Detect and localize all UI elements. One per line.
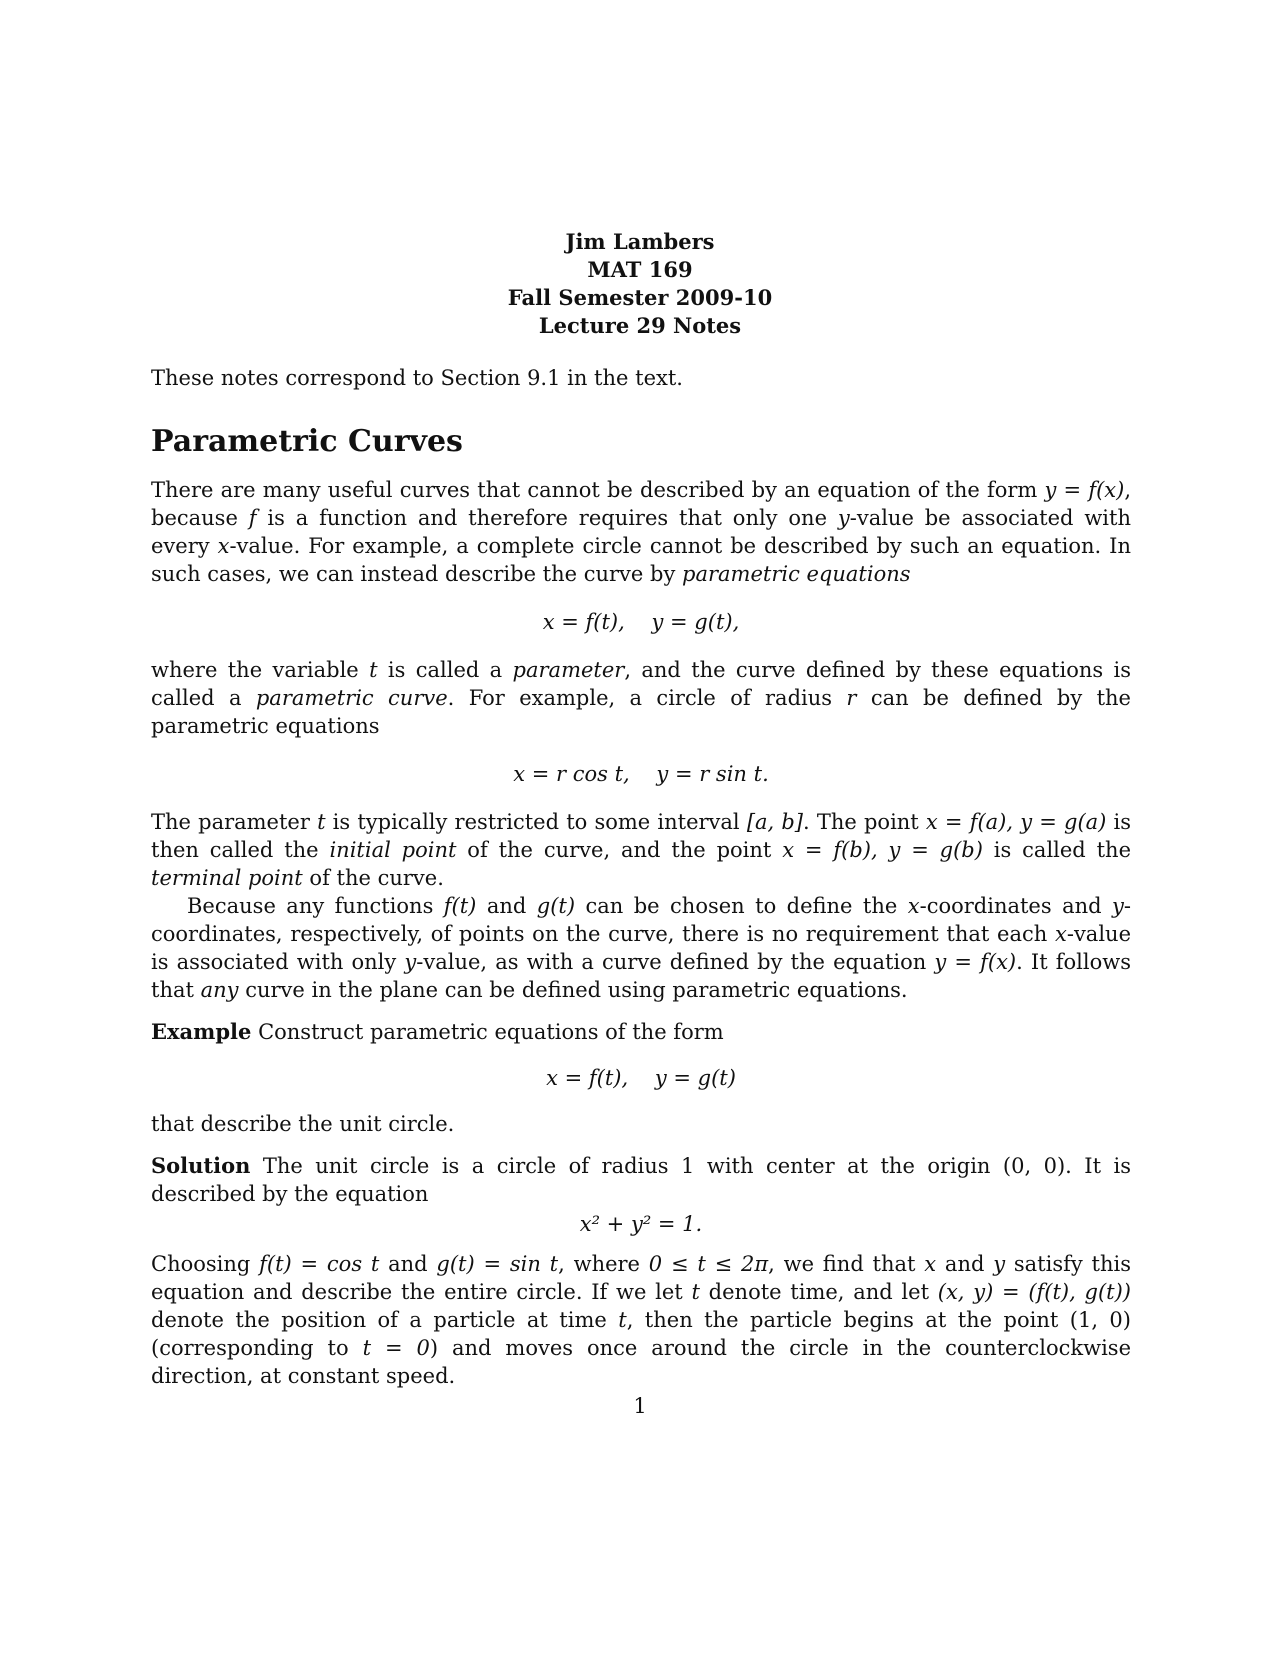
example-statement: Example Construct parametric equations of the form xyxy=(151,1019,724,1044)
semester: Fall Semester 2009-10 xyxy=(507,285,773,310)
section-title: Parametric Curves xyxy=(151,424,463,459)
equation-2: x = r cos t, y = r sin t. xyxy=(513,762,769,786)
document-header xyxy=(0,228,1280,340)
paragraph-6: Choosing f(t) = cos t and g(t) = sin t, where 0 ≤ t ≤ 2π, we find that x and y satisfy this equation and describe the entire circle. If we let t denote time, and let (x, y) = (f(t), g(t)) denote the position of a particle at time t, then the particle begins at the point (1, 0) (corresponding to t = 0) and moves once around the circle in the counterclockwise direction, at constant speed. xyxy=(151,1252,1131,1388)
lecture-title: Lecture 29 Notes xyxy=(538,313,742,338)
equation-4: x² + y² = 1. xyxy=(579,1212,703,1236)
paragraph-1: There are many useful curves that cannot be described by an equation of the form y = f(x), because f is a function and therefore requires that only one y-value be associated with every x-value. For example, a complete circle cannot be described by such an equation. In such cases, we can instead describe the curve by parametric equations xyxy=(151,478,1132,586)
paragraph-4: Because any functions f(t) and g(t) can be chosen to define the x-coordinates and y-coordinates, respectively, of points on the curve, there is no requirement that each x-value is associated with only y-value, as with a curve defined by the equation y = f(x). It follows that any curve in the plane can be defined using parametric equations. xyxy=(151,894,1132,1002)
paragraph-2: where the variable t is called a parameter, and the curve defined by these equations is called a parametric curve. For example, a circle of radius r can be defined by the parametric equations xyxy=(151,658,1131,738)
intro-text: These notes correspond to Section 9.1 in the text. xyxy=(151,366,683,390)
page-number: 1 xyxy=(633,1394,647,1418)
paragraph-5: that describe the unit circle. xyxy=(151,1112,455,1136)
body-text xyxy=(151,476,1131,1390)
author-name: Jim Lambers xyxy=(565,229,715,254)
example-label: Example xyxy=(151,1019,252,1044)
solution-statement: Solution The unit circle is a circle of radius 1 with center at the origin (0, 0). It is described by the equation xyxy=(151,1153,1131,1206)
course-code: MAT 169 xyxy=(587,257,693,282)
equation-1: x = f(t), y = g(t), xyxy=(542,610,740,634)
solution-label: Solution xyxy=(151,1153,251,1178)
equation-3: x = f(t), y = g(t) xyxy=(546,1066,736,1090)
paragraph-3: The parameter t is typically restricted to some interval [a, b]. The point x = f(a), y = g(a) is then called the initial point of the curve, and the point x = f(b), y = g(b) is called the terminal point of the curve. xyxy=(151,810,1132,890)
